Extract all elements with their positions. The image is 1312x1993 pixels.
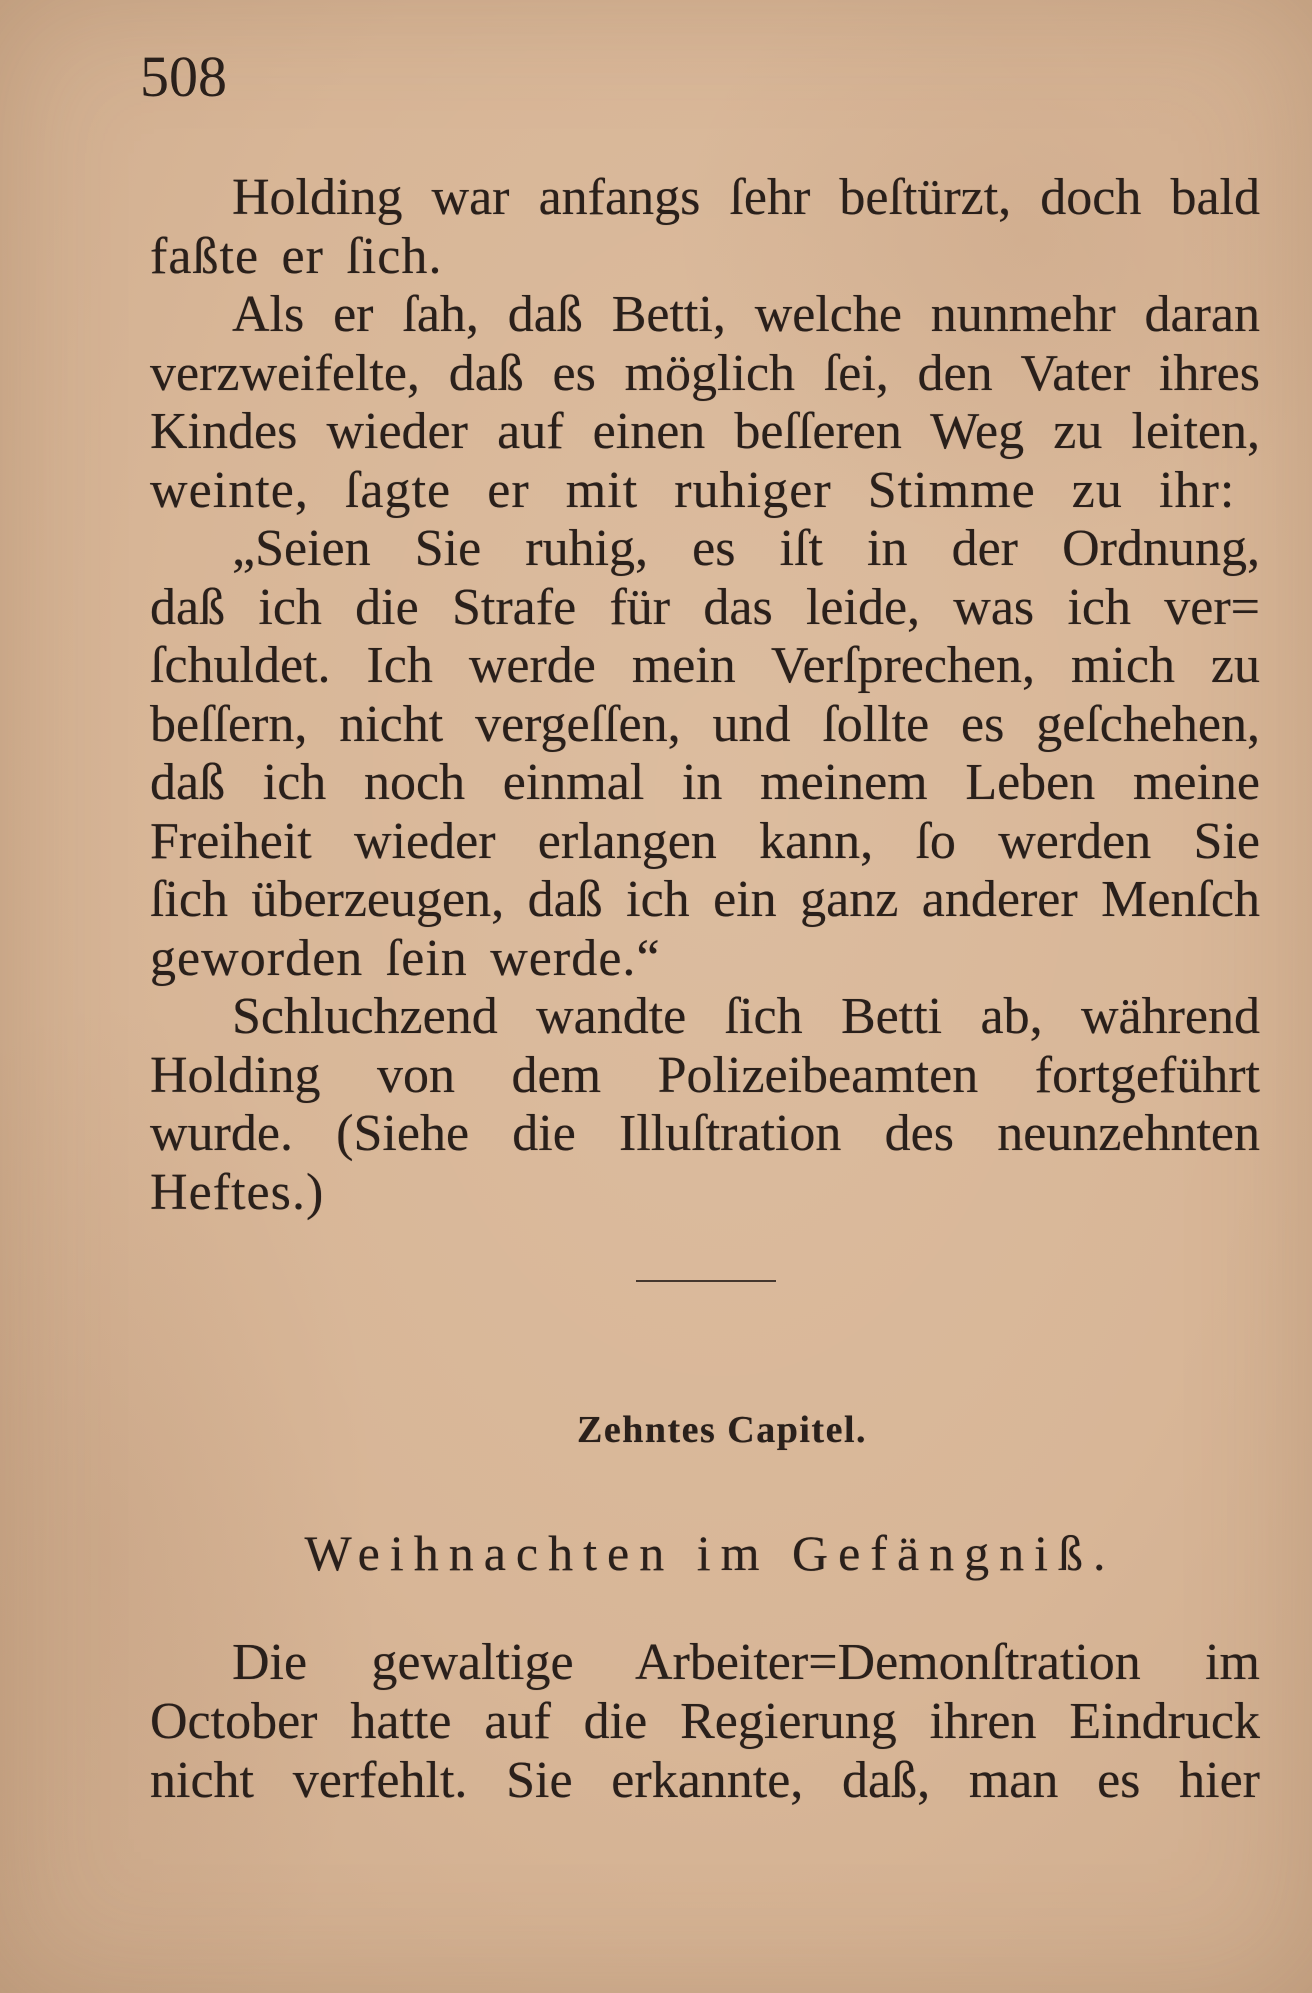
text-line-text: weinte, ſagte er mit ruhiger Stimme zu ihr:	[150, 461, 1236, 519]
text-line	[150, 1047, 1260, 1106]
text-line	[150, 403, 1260, 462]
text-line	[150, 871, 1260, 930]
text-line	[150, 754, 1260, 813]
text-line-text: daß ich die Strafe für das leide, was ich ver=	[150, 578, 1260, 636]
text-line-text: Freiheit wieder erlangen kann, ſo werden Sie	[150, 812, 1260, 870]
text-line	[150, 228, 1260, 287]
text-line-text: Schluchzend wandte ſich Betti ab, während	[232, 988, 1260, 1045]
text-line-text: Als er ſah, daß Betti, welche nunmehr daran	[232, 286, 1260, 343]
text-line-text: Heftes.)	[150, 1163, 325, 1221]
text-line-text: Kindes wieder auf einen beſſeren Weg zu leiten,	[150, 403, 1260, 460]
paragraph	[150, 169, 1260, 286]
text-line	[150, 1751, 1260, 1810]
text-line-text: verzweifelte, daß es möglich ſei, den Vater ihres	[150, 344, 1260, 402]
text-line-text: nicht verfehlt. Sie erkannte, daß, man es hier	[150, 1752, 1260, 1809]
text-line	[150, 1105, 1260, 1164]
chapter-title: Weihnachten im Gefängniß.	[304, 1525, 1116, 1581]
text-line	[150, 813, 1260, 872]
text-line	[150, 345, 1260, 404]
text-line-text: beſſern, nicht vergeſſen, und ſollte es geſchehen,	[150, 695, 1260, 753]
text-line-text: ſchuldet. Ich werde mein Verſprechen, mich zu	[150, 637, 1260, 694]
text-line-text: „Seien Sie ruhig, es iſt in der Ordnung,	[232, 520, 1260, 577]
paragraph	[150, 1633, 1260, 1810]
text-line	[150, 520, 1260, 579]
text-line	[150, 462, 1260, 521]
text-line-text: geworden ſein werde.“	[150, 929, 661, 987]
text-line	[150, 1164, 1260, 1223]
text-line	[150, 930, 1260, 989]
text-line	[150, 696, 1260, 755]
text-line-text: October hatte auf die Regierung ihren Eindruck	[150, 1693, 1260, 1750]
text-line	[150, 1692, 1260, 1751]
text-line-text: wurde. (Siehe die Illuſtration des neunzehnten	[150, 1105, 1260, 1162]
section-divider	[636, 1280, 776, 1282]
text-line	[150, 286, 1260, 345]
text-line	[150, 1633, 1260, 1692]
text-line	[150, 169, 1260, 228]
text-line-text: Holding von dem Polizeibeamten fortgeführt	[150, 1046, 1260, 1104]
text-line-text: daß ich noch einmal in meinem Leben meine	[150, 754, 1260, 811]
chapter-number: Zehntes Capitel.	[577, 1409, 867, 1451]
page-number: 508	[140, 44, 227, 109]
paragraph	[150, 988, 1260, 1222]
body-text	[150, 169, 1260, 1222]
text-line-text: Holding war anfangs ſehr beſtürzt, doch bald	[232, 169, 1260, 226]
text-line	[150, 988, 1260, 1047]
text-line-text: ſich überzeugen, daß ich ein ganz anderer Menſch	[150, 871, 1260, 928]
text-line-text: faßte er ſich.	[150, 227, 443, 285]
text-line	[150, 637, 1260, 696]
paragraph	[150, 520, 1260, 988]
text-line-text: Die gewaltige Arbeiter=Demonſtration im	[232, 1634, 1260, 1691]
paragraph	[150, 286, 1260, 520]
text-line	[150, 579, 1260, 638]
